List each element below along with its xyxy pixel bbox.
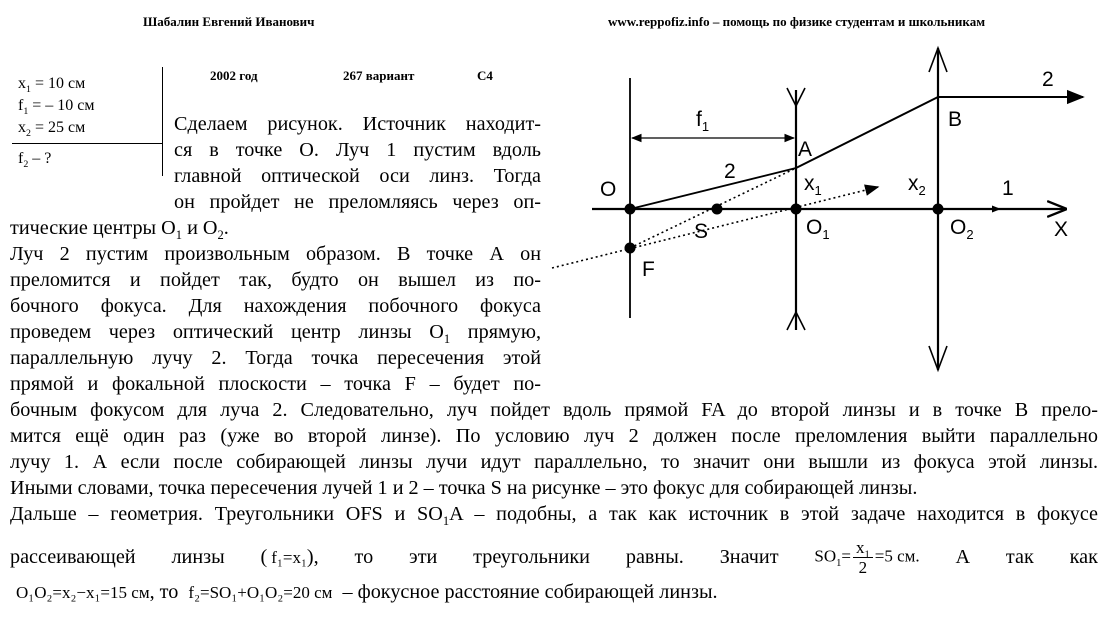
label-ray-1: 1 <box>1002 177 1014 200</box>
variant-label: 267 вариант <box>343 68 415 83</box>
label-s: S <box>694 220 709 243</box>
text-line-11: прямой и фокальной плоскости – точка F – будет по- <box>10 373 541 395</box>
text-line-4: он пройдет не преломляясь через оп- <box>174 191 541 213</box>
point-s <box>712 204 723 215</box>
label-a: A <box>798 138 813 161</box>
text-line-12: бочным фокусом для луча 2. Следовательно, луч пойдет вдоль прямой FA до второй линзы и в точке B прело- <box>10 399 1098 421</box>
text-line-3: главной оптической оси линз. Тогда <box>174 165 541 187</box>
text-line-7: преломится и пойдет так, будто он вышел из по- <box>10 269 541 291</box>
point-o <box>625 204 636 215</box>
text-line-8: бочного фокуса. Для нахождения побочного фокуса <box>10 295 541 317</box>
label-o2: $O_2$ <box>950 216 974 242</box>
label-ray-2: 2 <box>724 160 736 183</box>
label-x1: $x_1$ <box>804 172 822 198</box>
ray-2-refracted <box>796 97 938 168</box>
label-x2: $x_2$ <box>908 172 926 198</box>
label-axis-x: X <box>1054 218 1069 241</box>
label-f1: $f_1$ <box>696 108 710 134</box>
given-f1: $f_1$ = – 10 см <box>18 97 95 118</box>
text-line-13: мится ещё один раз (уже во второй линзе). По условию луч 2 должен после преломления выйти параллельно <box>10 425 1098 447</box>
label-ray-2-out: 2 <box>1042 68 1054 91</box>
text-line-14: лучу 1. А если после собирающей линзы лучи идут параллельно, то значит они вышли из фокуса этой линзы. <box>10 451 1098 473</box>
text-line-9: проведем через оптический центр линзы $О_1$ прямую, <box>10 321 541 347</box>
year-label: 2002 год <box>210 68 258 83</box>
point-f <box>625 243 636 254</box>
label-b: B <box>948 108 963 131</box>
text-line-17: рассеивающей линзы ( f₁=x₁), то эти треугольники равны. Значит $SO_1=$ $\frac{x_1}{2}$ =5 см. А так как <box>10 538 1098 577</box>
formula-o1o2: O₁O₂=x₂−x₁=15 см <box>16 583 150 602</box>
label-f: F <box>642 258 655 281</box>
text-line-15: Иными словами, точка пересечения лучей 1 и 2 – точка S на рисунке – это фокус для собирающей линзы. <box>10 477 918 499</box>
site-header: www.reppofiz.info – помощь по физике студентам и школьникам <box>608 14 986 29</box>
label-o: O <box>600 178 617 201</box>
ray-2-incident <box>630 168 796 209</box>
text-line-10: параллельную лучу 2. Тогда точка пересечения этой <box>10 347 541 369</box>
text-line-2: ся в точке О. Луч 1 пустим вдоль <box>174 139 541 161</box>
text-line-1: Сделаем рисунок. Источник находит- <box>174 113 541 135</box>
text-line-6: Луч 2 пустим произвольным образом. В точке А он <box>10 243 541 265</box>
task-label: С4 <box>477 68 493 83</box>
formula-so1: $SO_1=$ $\frac{x_1}{2}$ =5 см. <box>814 538 920 577</box>
label-o1: $O_1$ <box>806 216 830 242</box>
point-o1 <box>791 204 802 215</box>
text-line-5: тические центры $О_1$ и $О_2$. <box>10 217 229 243</box>
text-line-18: O₁O₂=x₂−x₁=15 см, то f₂=SO₁+O₁O₂=20 см – фокусное расстояние собирающей линзы. <box>16 581 718 603</box>
given-x1: $x_1 = 10$ см <box>18 75 86 96</box>
formula-f2: f₂=SO₁+O₁O₂=20 см <box>188 583 333 602</box>
text-line-16: Дальше – геометрия. Треугольники OFS и $SO_1A$ – подобны, а так как источник в этой задаче находится в фокусе <box>10 503 1098 529</box>
given-x2: $x_2 = 25$ см <box>18 119 86 140</box>
author-header: Шабалин Евгений Иванович <box>143 14 315 29</box>
point-o2 <box>933 204 944 215</box>
find-f2: $f_2$ – ? <box>18 150 52 171</box>
formula-f1-equals-x1: f₁=x₁ <box>271 547 307 567</box>
